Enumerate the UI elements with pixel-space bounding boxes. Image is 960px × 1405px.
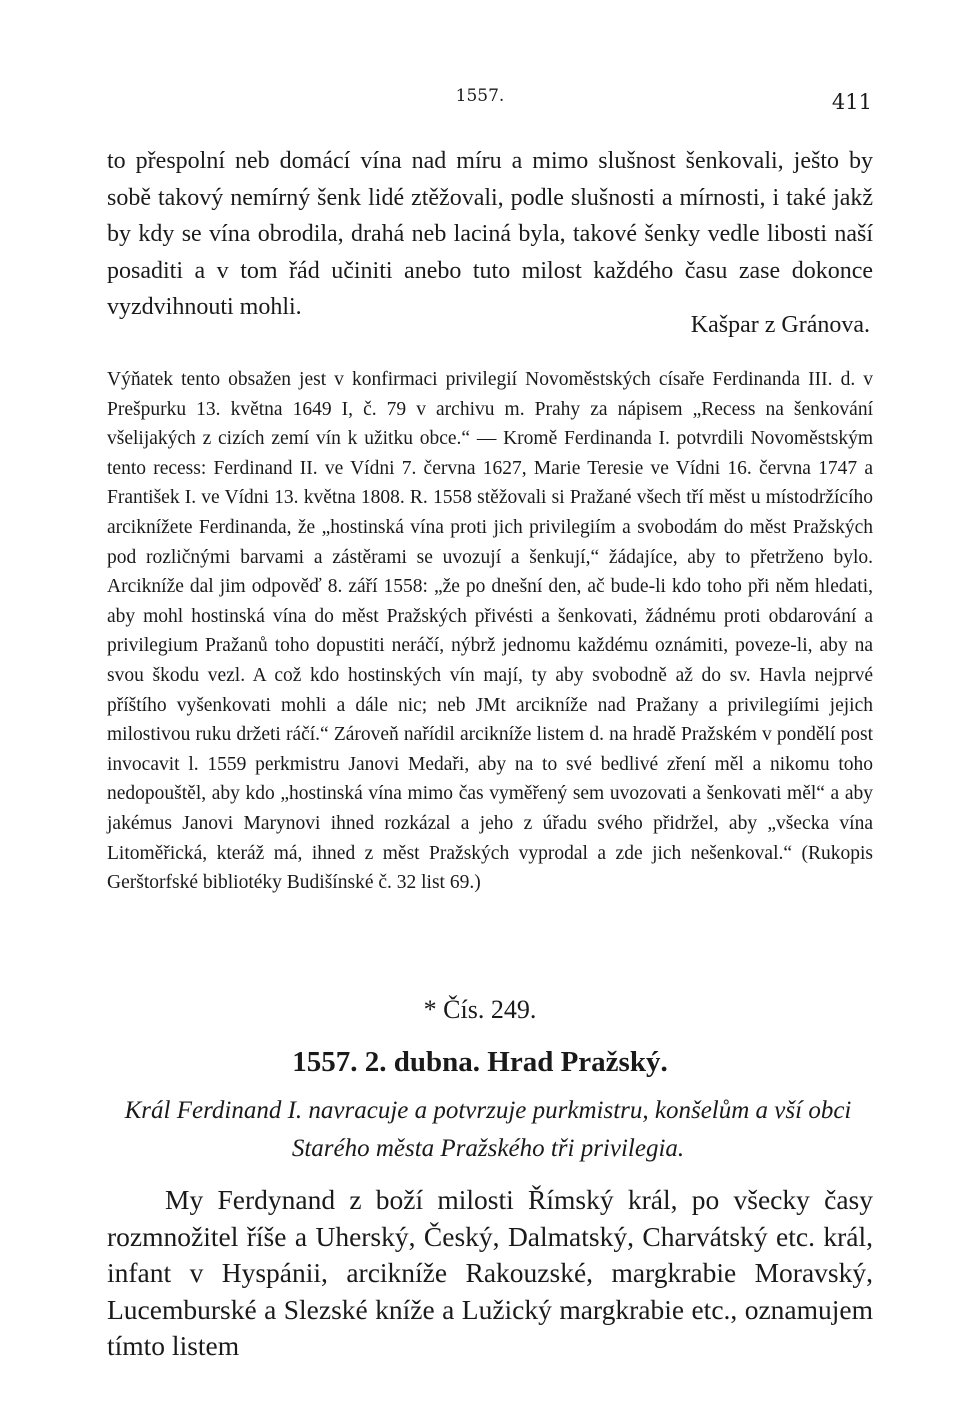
running-head <box>0 86 960 114</box>
document-body: My Ferdynand z boží milosti Římský král, po všecky časy rozmnožitel říše a Uherský, Český, Dalmatský, Charvátský etc. král, infant v Hyspánii, arcikníže Rakouzské, margkrabie Moravský, Lucemburské a Slezské kníže a Lužický margkrabie etc., oznamujem tímto listem <box>107 1184 873 1361</box>
signature: Kašpar z Gránova. <box>690 312 870 338</box>
document-summary: Král Ferdinand I. navracuje a potvrzuje purkmistru, konšelům a vší obci Starého města Pražského tři privilegia. <box>124 1097 852 1162</box>
page-number: 411 <box>831 90 872 114</box>
document-date-place: 1557. 2. dubna. Hrad Pražský. <box>292 1046 668 1078</box>
running-head-year: 1557. <box>455 86 505 106</box>
document-number: * Čís. 249. <box>423 995 537 1024</box>
editorial-note: Výňatek tento obsažen jest v konfirmaci privilegií Novoměstských císaře Ferdinanda III. d. v Prešpurku 13. května 1649 I, č. 79 v archivu m. Prahy za nápisem „Recess na šenkování všelijakých z cizích zemí vín k užitku obce.“ — Kromě Ferdinanda I. potvrdili Novoměstským tento recess: Ferdinand II. ve Vídni 7. června 1627, Marie Teresie ve Vídni 16. června 1747 a František I. ve Vídni 13. května 1808. R. 1558 stěžovali si Pražané všech tří měst u místodržícího arciknížete Ferdinanda, že „hostinská vína proti jich privilegiím a svobodám do měst Pražských pod rozličnými barvami a zástěrami se uvozují a šenkují,“ žádajíce, aby to přetrženo bylo. Arcikníže dal jim odpověď 8. září 1558: „že po dnešní den, ač bude-li kdo toho při něm hledati, aby mohl hostinská vína do měst Pražských přivésti a šenkovati, žádnému proti obdarování a privilegium Pražanů toho dopustiti neráčí, nýbrž jednomu každému oznámiti, poveze-li, aby na svou škodu vezl. A což kdo hostinských vín mají, ty aby svobodně až do sv. Havla nejprvé příštího vyšenkovati mohli a dále nic; neb JMt arcikníže nad Pražany a privilegiími jejich milostivou ruku držeti ráčí.“ Zároveň nařídil arcikníže listem d. na hradě Pražském v pondělí post invocavit l. 1559 perkmistru Janovi Medaři, aby na to své bedlivé zření měl a nikomu toho nedopouštěl, aby kdo „hostinská vína mimo čas vyměřený sem uvozovati a šenkovati měl“ a aby jakémus Janovi Marynovi ihned rozkázal a jeho z úřadu svého přidržel, aby „všecka vína Litoměřická, kteráž má, ihned z měst Pražských vyprodal a zde jich nešenkoval.“ (Rukopis Gerštorfské bibliotéky Budišínské č. 32 list 69.) <box>107 369 873 894</box>
main-text-paragraph: to přespolní neb domácí vína nad míru a mimo slušnost šenkovali, ješto by sobě takový nemírný šenk lidé ztěžovali, podle slušnosti a mírnosti, i také jakž by kdy se vína obrodila, drahá neb laciná byla, takové šenky vedle libosti naší posaditi a v tom řád učiniti anebo tuto milost každého času zase dokonce vyzdvihnouti mohli. <box>107 148 873 321</box>
